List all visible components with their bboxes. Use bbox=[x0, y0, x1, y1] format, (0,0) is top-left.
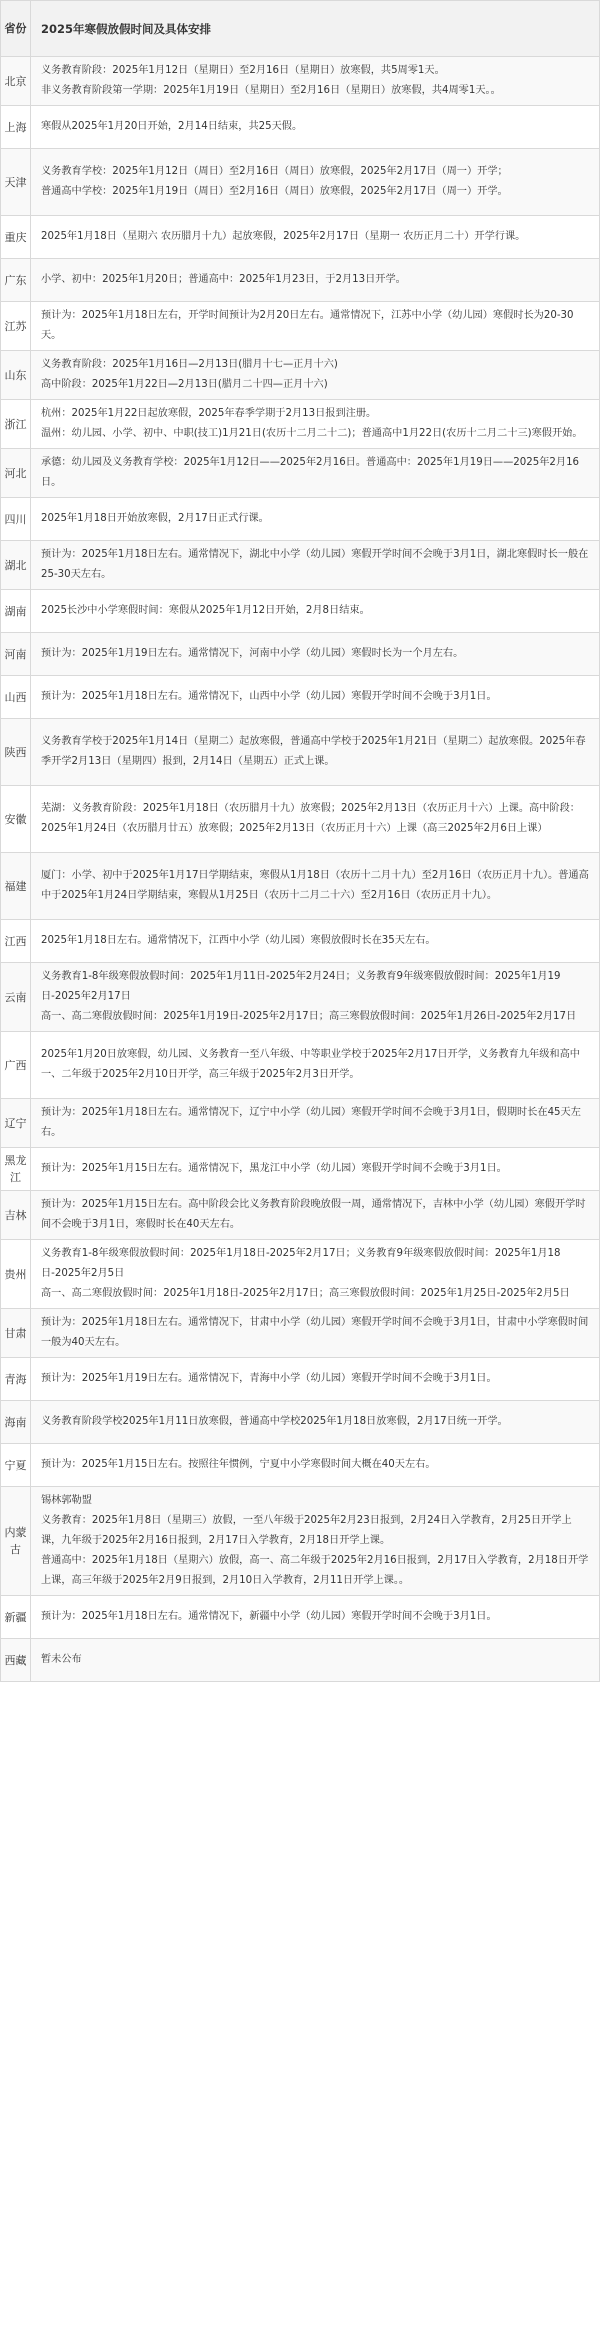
schedule-cell bbox=[31, 1487, 600, 1596]
province-cell: 山西 bbox=[1, 676, 31, 719]
schedule-text: 义务教育阶段：2025年1月12日（星期日）至2月16日（星期日）放寒假，共5周零1天。 bbox=[41, 65, 445, 76]
table-row bbox=[1, 1099, 600, 1148]
schedule-text: 承德：幼儿园及义务教育学校：2025年1月12日——2025年2月16日。普通高中：2025年1月19日——2025年2月16日。 bbox=[41, 457, 580, 488]
province-cell: 青海 bbox=[1, 1358, 31, 1401]
schedule-cell bbox=[31, 676, 600, 719]
schedule-text: 预计为：2025年1月18日左右。通常情况下，辽宁中小学（幼儿园）寒假开学时间不会晚于3月1日，假期时长在45天左右。 bbox=[41, 1107, 581, 1138]
schedule-text: 预计为：2025年1月18日左右。通常情况下，山西中小学（幼儿园）寒假开学时间不会晚于3月1日。 bbox=[41, 691, 497, 702]
table-row bbox=[1, 719, 600, 786]
schedule-text: 预计为：2025年1月15日左右。按照往年惯例，宁夏中小学寒假时间大概在40天左右。 bbox=[41, 1459, 436, 1470]
province-cell: 北京 bbox=[1, 57, 31, 106]
table-row bbox=[1, 57, 600, 106]
table-row bbox=[1, 1191, 600, 1240]
schedule-cell bbox=[31, 1148, 600, 1191]
table-row bbox=[1, 449, 600, 498]
schedule-cell bbox=[31, 1401, 600, 1444]
province-cell: 江西 bbox=[1, 920, 31, 963]
province-cell: 西藏 bbox=[1, 1639, 31, 1682]
schedule-text: 2025年1月20日放寒假，幼儿园、义务教育一至八年级、中等职业学校于2025年2月17日开学，义务教育九年级和高中一、二年级于2025年2月10日开学，高三年级于2025年2月3日开学。 bbox=[41, 1049, 580, 1080]
schedule-cell bbox=[31, 449, 600, 498]
schedule-text: 义务教育阶段学校2025年1月11日放寒假，普通高中学校2025年1月18日放寒假，2月17日统一开学。 bbox=[41, 1416, 508, 1427]
province-cell: 湖北 bbox=[1, 541, 31, 590]
schedule-text: 非义务教育阶段第一学期：2025年1月19日（星期日）至2月16日（星期日）放寒假，共4周零1天。。 bbox=[41, 85, 501, 96]
province-cell: 河北 bbox=[1, 449, 31, 498]
schedule-text: 寒假从2025年1月20日开始，2月14日结束，共25天假。 bbox=[41, 121, 303, 132]
schedule-text: 预计为：2025年1月19日左右。通常情况下，河南中小学（幼儿园）寒假时长为一个月左右。 bbox=[41, 648, 464, 659]
schedule-text: 2025长沙中小学寒假时间：寒假从2025年1月12日开始，2月8日结束。 bbox=[41, 605, 370, 616]
table-row bbox=[1, 1148, 600, 1191]
schedule-text: 义务教育学校：2025年1月12日（周日）至2月16日（周日）放寒假，2025年2月17日（周一）开学； bbox=[41, 166, 508, 177]
schedule-cell bbox=[31, 1639, 600, 1682]
schedule-text: 义务教育阶段：2025年1月16日—2月13日(腊月十七—正月十六) bbox=[41, 359, 338, 370]
province-cell: 广西 bbox=[1, 1032, 31, 1099]
schedule-text: 预计为：2025年1月18日左右。通常情况下，湖北中小学（幼儿园）寒假开学时间不会晚于3月1日，湖北寒假时长一般在25-30天左右。 bbox=[41, 549, 589, 580]
table-row bbox=[1, 400, 600, 449]
table-row bbox=[1, 676, 600, 719]
schedule-text: 义务教育1-8年级寒假放假时间：2025年1月11日-2025年2月24日；义务教育9年级寒假放假时间：2025年1月19日-2025年2月17日 bbox=[41, 971, 561, 1002]
table-row bbox=[1, 920, 600, 963]
schedule-cell bbox=[31, 149, 600, 216]
schedule-text: 普通高中：2025年1月18日（星期六）放假，高一、高二年级于2025年2月16日报到，2月17日入学教育，2月18日开学上课，高三年级于2025年2月9日报到，2月10日入学教育，2月11日开学上课。。 bbox=[41, 1555, 589, 1586]
table-row bbox=[1, 351, 600, 400]
schedule-cell bbox=[31, 302, 600, 351]
table-row bbox=[1, 259, 600, 302]
table-row bbox=[1, 1401, 600, 1444]
province-cell: 上海 bbox=[1, 106, 31, 149]
province-cell: 河南 bbox=[1, 633, 31, 676]
table-row bbox=[1, 106, 600, 149]
schedule-text: 暂未公布 bbox=[41, 1654, 82, 1665]
province-cell: 湖南 bbox=[1, 590, 31, 633]
schedule-cell bbox=[31, 400, 600, 449]
table-row bbox=[1, 853, 600, 920]
schedule-text: 预计为：2025年1月15日左右。高中阶段会比义务教育阶段晚放假一周，通常情况下，吉林中小学（幼儿园）寒假开学时间不会晚于3月1日，寒假时长在40天左右。 bbox=[41, 1199, 586, 1230]
schedule-cell bbox=[31, 57, 600, 106]
schedule-cell bbox=[31, 1596, 600, 1639]
schedule-cell bbox=[31, 719, 600, 786]
province-cell: 内蒙古 bbox=[1, 1487, 31, 1596]
province-cell: 陕西 bbox=[1, 719, 31, 786]
province-cell: 海南 bbox=[1, 1401, 31, 1444]
schedule-text: 杭州：2025年1月22日起放寒假，2025年春季学期于2月13日报到注册。 bbox=[41, 408, 377, 419]
schedule-text: 芜湖：义务教育阶段：2025年1月18日（农历腊月十九）放寒假；2025年2月13日（农历正月十六）上课。高中阶段：2025年1月24日（农历腊月廿五）放寒假；2025年2月13日（农历正月十六）上课（高三2025年2月6日上课） bbox=[41, 803, 580, 834]
schedule-cell bbox=[31, 786, 600, 853]
table-row bbox=[1, 541, 600, 590]
schedule-cell bbox=[31, 1309, 600, 1358]
province-cell: 重庆 bbox=[1, 216, 31, 259]
header-province: 省份 bbox=[1, 1, 31, 57]
table-row bbox=[1, 1240, 600, 1309]
schedule-text: 温州：幼儿园、小学、初中、中职(技工)1月21日(农历十二月二十二)；普通高中1月22日(农历十二月二十三)寒假开始。 bbox=[41, 428, 583, 439]
table-row bbox=[1, 498, 600, 541]
province-cell: 云南 bbox=[1, 963, 31, 1032]
schedule-cell bbox=[31, 590, 600, 633]
table-row bbox=[1, 1309, 600, 1358]
table-row bbox=[1, 1487, 600, 1596]
schedule-text: 义务教育学校于2025年1月14日（星期二）起放寒假，普通高中学校于2025年1月21日（星期二）起放寒假。2025年春季开学2月13日（星期四）报到，2月14日（星期五）正式上课。 bbox=[41, 736, 586, 767]
schedule-cell bbox=[31, 1032, 600, 1099]
province-cell: 广东 bbox=[1, 259, 31, 302]
schedule-text: 锡林郭勒盟 bbox=[41, 1495, 92, 1506]
province-cell: 吉林 bbox=[1, 1191, 31, 1240]
schedule-cell bbox=[31, 498, 600, 541]
table-row bbox=[1, 963, 600, 1032]
header-schedule: 2025年寒假放假时间及具体安排 bbox=[31, 1, 600, 57]
schedule-text: 高一、高二寒假放假时间：2025年1月19日-2025年2月17日；高三寒假放假时间：2025年1月26日-2025年2月17日 bbox=[41, 1011, 577, 1022]
table-row bbox=[1, 1032, 600, 1099]
schedule-text: 义务教育：2025年1月8日（星期三）放假，一至八年级于2025年2月23日报到，2月24日入学教育，2月25日开学上课，九年级于2025年2月16日报到，2月17日入学教育，2月18日开学上课。 bbox=[41, 1515, 572, 1546]
schedule-text: 2025年1月18日左右。通常情况下，江西中小学（幼儿园）寒假放假时长在35天左右。 bbox=[41, 935, 436, 946]
table-row bbox=[1, 216, 600, 259]
schedule-text: 2025年1月18日（星期六 农历腊月十九）起放寒假，2025年2月17日（星期一 农历正月二十）开学行课。 bbox=[41, 231, 526, 242]
province-cell: 天津 bbox=[1, 149, 31, 216]
schedule-cell bbox=[31, 1240, 600, 1309]
schedule-cell bbox=[31, 1444, 600, 1487]
table-row bbox=[1, 149, 600, 216]
schedule-text: 义务教育1-8年级寒假放假时间：2025年1月18日-2025年2月17日；义务教育9年级寒假放假时间：2025年1月18日-2025年2月5日 bbox=[41, 1248, 561, 1279]
table-row bbox=[1, 1444, 600, 1487]
province-cell: 浙江 bbox=[1, 400, 31, 449]
province-cell: 安徽 bbox=[1, 786, 31, 853]
schedule-cell bbox=[31, 259, 600, 302]
schedule-cell bbox=[31, 633, 600, 676]
schedule-text: 小学、初中：2025年1月20日；普通高中：2025年1月23日，于2月13日开学。 bbox=[41, 274, 406, 285]
table-row bbox=[1, 786, 600, 853]
province-cell: 贵州 bbox=[1, 1240, 31, 1309]
table-row bbox=[1, 633, 600, 676]
schedule-cell bbox=[31, 541, 600, 590]
schedule-cell bbox=[31, 351, 600, 400]
table-row bbox=[1, 590, 600, 633]
table-header-row bbox=[1, 1, 600, 57]
table-row bbox=[1, 1639, 600, 1682]
schedule-cell bbox=[31, 1191, 600, 1240]
table-row bbox=[1, 1358, 600, 1401]
province-cell: 宁夏 bbox=[1, 1444, 31, 1487]
schedule-cell bbox=[31, 216, 600, 259]
schedule-cell bbox=[31, 106, 600, 149]
schedule-text: 高中阶段：2025年1月22日—2月13日(腊月二十四—正月十六) bbox=[41, 379, 328, 390]
province-cell: 山东 bbox=[1, 351, 31, 400]
province-cell: 江苏 bbox=[1, 302, 31, 351]
table-row bbox=[1, 1596, 600, 1639]
province-cell: 新疆 bbox=[1, 1596, 31, 1639]
schedule-text: 高一、高二寒假放假时间：2025年1月18日-2025年2月17日；高三寒假放假时间：2025年1月25日-2025年2月5日 bbox=[41, 1288, 570, 1299]
schedule-cell bbox=[31, 1358, 600, 1401]
schedule-cell bbox=[31, 963, 600, 1032]
schedule-cell bbox=[31, 1099, 600, 1148]
schedule-text: 普通高中学校：2025年1月19日（周日）至2月16日（周日）放寒假，2025年2月17日（周一）开学。 bbox=[41, 186, 508, 197]
schedule-text: 预计为：2025年1月15日左右。通常情况下，黑龙江中小学（幼儿园）寒假开学时间不会晚于3月1日。 bbox=[41, 1163, 507, 1174]
schedule-text: 预计为：2025年1月18日左右，开学时间预计为2月20日左右。通常情况下，江苏中小学（幼儿园）寒假时长为20-30天。 bbox=[41, 310, 574, 341]
province-cell: 黑龙江 bbox=[1, 1148, 31, 1191]
province-cell: 辽宁 bbox=[1, 1099, 31, 1148]
schedule-text: 预计为：2025年1月18日左右。通常情况下，新疆中小学（幼儿园）寒假开学时间不会晚于3月1日。 bbox=[41, 1611, 497, 1622]
table-body bbox=[1, 57, 600, 1682]
province-cell: 四川 bbox=[1, 498, 31, 541]
province-cell: 福建 bbox=[1, 853, 31, 920]
table-row bbox=[1, 302, 600, 351]
schedule-text: 2025年1月18日开始放寒假，2月17日正式行课。 bbox=[41, 513, 269, 524]
province-cell: 甘肃 bbox=[1, 1309, 31, 1358]
schedule-cell bbox=[31, 920, 600, 963]
schedule-text: 预计为：2025年1月18日左右。通常情况下，甘肃中小学（幼儿园）寒假开学时间不会晚于3月1日，甘肃中小学寒假时间一般为40天左右。 bbox=[41, 1317, 589, 1348]
schedule-cell bbox=[31, 853, 600, 920]
schedule-text: 预计为：2025年1月19日左右。通常情况下，青海中小学（幼儿园）寒假开学时间不会晚于3月1日。 bbox=[41, 1373, 497, 1384]
schedule-text: 厦门：小学、初中于2025年1月17日学期结束，寒假从1月18日（农历十二月十九）至2月16日（农历正月十九）。普通高中于2025年1月24日学期结束，寒假从1月25日（农历十二月二十六）至2月16日（农历正月十九）。 bbox=[41, 870, 589, 901]
